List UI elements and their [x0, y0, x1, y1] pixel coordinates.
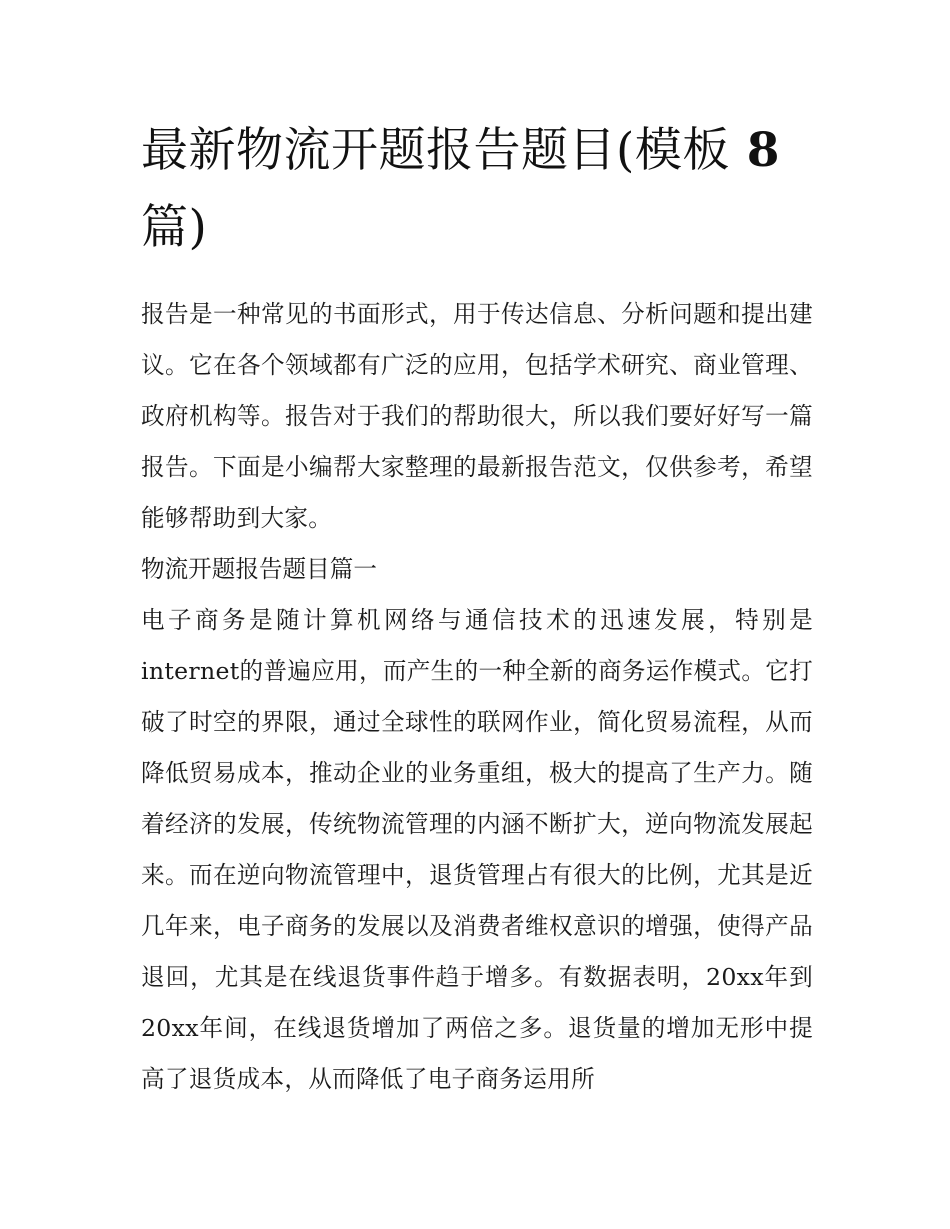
- section-heading: 物流开题报告题目篇一: [141, 555, 377, 583]
- document-title-main: 最新物流开题报告题目(模板: [141, 123, 730, 178]
- intro-paragraph: 报告是一种常见的书面形式，用于传达信息、分析问题和提出建议。它在各个领域都有广泛的应用，包括学术研究、商业管理、政府机构等。报告对于我们的帮助很大，所以我们要好好写一篇报告。下面是小编帮大家整理的最新报告范文，仅供参考，希望能够帮助到大家。: [141, 300, 813, 532]
- document-content: [141, 112, 813, 1105]
- section-paragraph: 电子商务是随计算机网络与通信技术的迅速发展，特别是internet的普遍应用，而产生的一种全新的商务运作模式。它打破了时空的界限，通过全球性的联网作业，简化贸易流程，从而降低贸易成本，推动企业的业务重组，极大的提高了生产力。随着经济的发展，传统物流管理的内涵不断扩大，逆向物流发展起来。而在逆向物流管理中，退货管理占有很大的比例，尤其是近几年来，电子商务的发展以及消费者维权意识的增强，使得产品退回，尤其是在线退货事件趋于增多。有数据表明，20xx年到20xx年间，在线退货增加了两倍之多。退货量的增加无形中提高了退货成本，从而降低了电子商务运用所: [141, 606, 813, 1093]
- document-title-tail: 篇): [141, 200, 208, 255]
- document-title: [141, 112, 813, 266]
- document-title-number: 8: [729, 123, 780, 178]
